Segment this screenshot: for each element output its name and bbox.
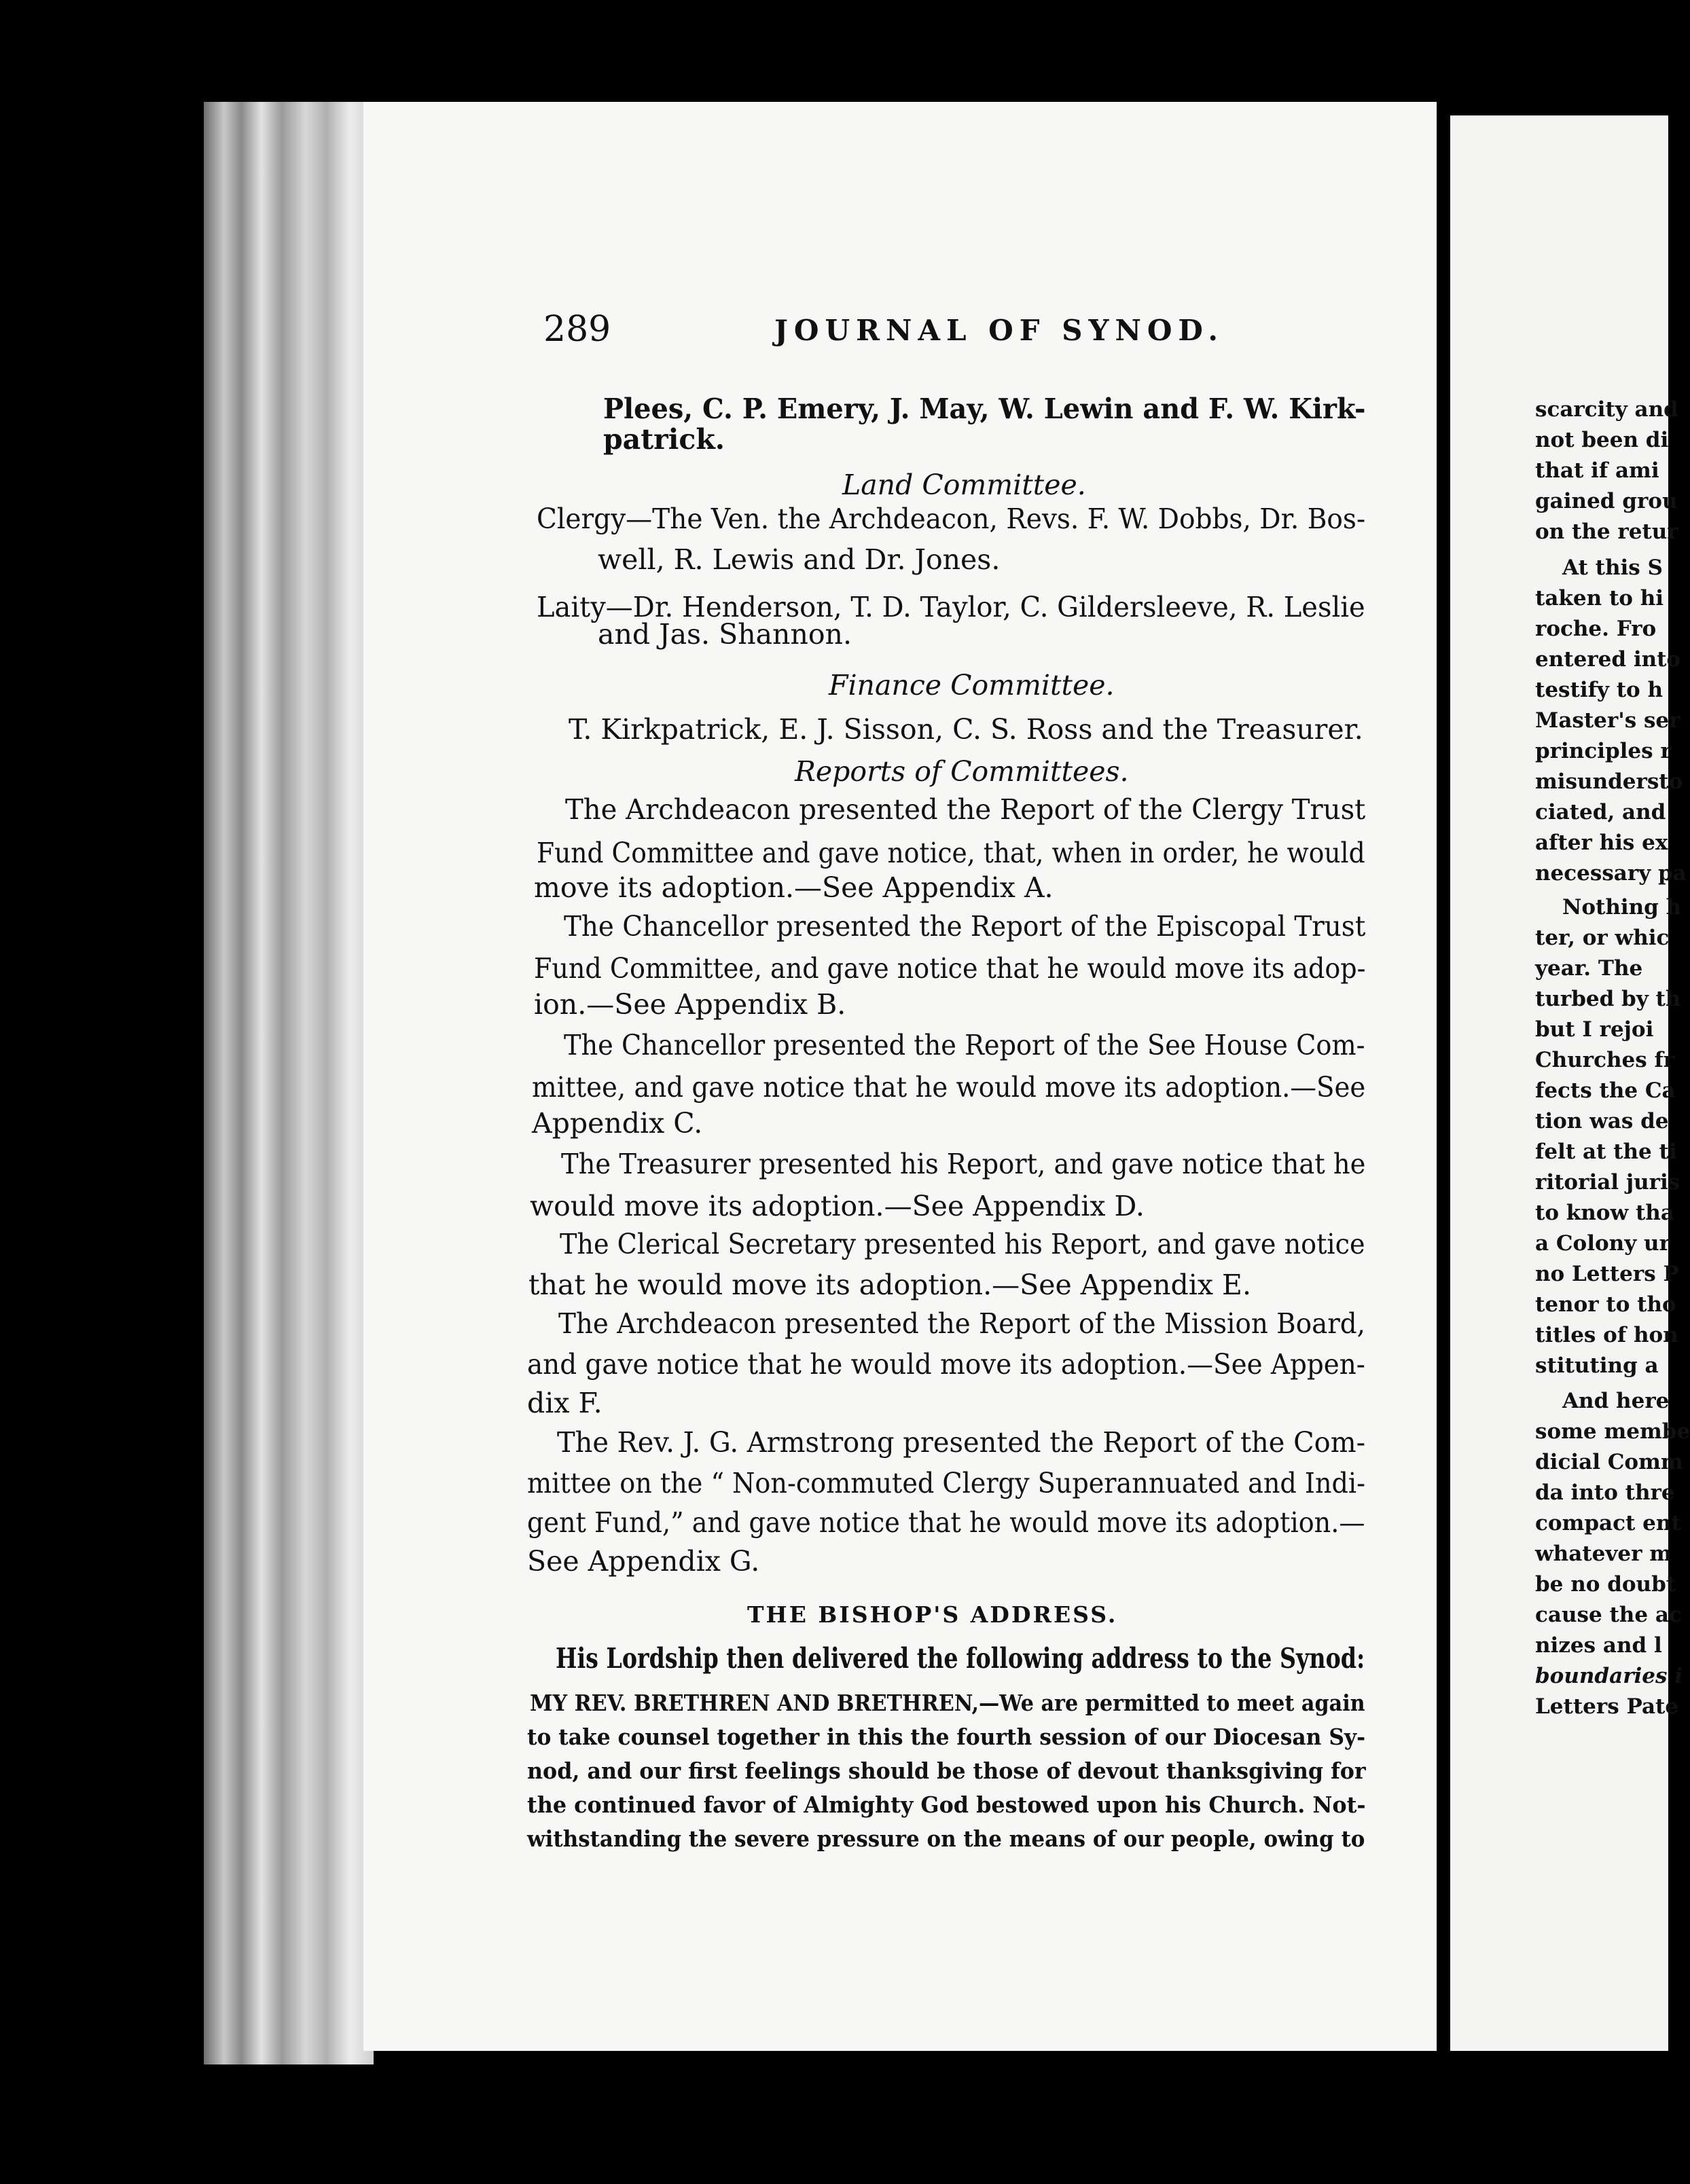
section-heading: Finance Committee. [829,669,1115,702]
text-line: titles of hon [1535,1323,1678,1347]
text-line: mittee, and gave notice that he would move its adoption.—See [532,1071,1366,1104]
text-line: that he would move its adoption.—See Appendix E. [528,1269,1252,1301]
text-line: ion.—See Appendix B. [534,988,846,1021]
text-line: whatever m [1535,1542,1672,1566]
running-head: JOURNAL OF SYNOD. [774,314,1224,347]
text-line: tenor to tho [1535,1292,1676,1317]
text-line: to know tha [1535,1201,1674,1225]
text-line: boundaries i [1535,1664,1683,1688]
text-line: tion was de [1535,1109,1669,1133]
text-line: ter, or whic [1535,926,1670,950]
text-line: felt at the ti [1535,1140,1677,1164]
page-edges [204,102,374,2064]
text-line: year. The [1535,956,1643,981]
text-line: turbed by th [1535,987,1681,1011]
text-line: ritorial juris [1535,1170,1680,1195]
text-line: gent Fund,” and gave notice that he would move its adoption.— [527,1506,1365,1539]
text-line: Plees, C. P. Emery, J. May, W. Lewin and F. W. Kirk- [603,393,1366,425]
text-line: Clergy—The Ven. the Archdeacon, Revs. F. W. Dobbs, Dr. Bos- [537,503,1366,535]
text-line: The Treasurer presented his Report, and gave notice that he [561,1148,1366,1180]
text-line: would move its adoption.—See Appendix D. [530,1190,1145,1222]
text-line: da into thre [1535,1480,1675,1505]
text-line: gained grou [1535,489,1678,513]
text-line: Fund Committee and gave notice, that, when in order, he would [537,837,1365,869]
text-line: See Appendix G. [527,1545,760,1578]
text-line: and gave notice that he would move its adoption.—See Appen- [527,1348,1365,1381]
text-line: misundersto [1535,769,1683,794]
section-heading: Reports of Committees. [795,755,1129,788]
text-line: be no doubt [1535,1572,1676,1597]
text-line: entered into [1535,647,1681,672]
text-line: The Clerical Secretary presented his Report, and gave notice [560,1228,1365,1260]
text-line: on the retur [1535,520,1678,544]
text-line: nod, and our first feelings should be those of devout thanksgiving for [527,1758,1366,1784]
text-line: but I rejoi [1535,1017,1654,1042]
text-line: mittee on the “ Non-commuted Clergy Superannuated and Indi- [527,1467,1366,1499]
text-line: the continued favor of Almighty God bestowed upon his Church. Not- [527,1791,1366,1818]
text-line: no Letters P [1535,1262,1679,1286]
page-number: 289 [543,309,611,350]
text-line: after his ex [1535,831,1668,855]
text-line: ciated, and [1535,800,1666,824]
text-line: and Jas. Shannon. [598,618,852,651]
text-line: stituting a [1535,1353,1659,1378]
text-line: Letters Pate [1535,1694,1679,1719]
text-line: patrick. [603,423,725,456]
text-line: nizes and l [1535,1633,1662,1658]
text-line: to take counsel together in this the fourth session of our Diocesan Sy- [527,1724,1366,1750]
text-line: T. Kirkpatrick, E. J. Sisson, C. S. Ross and the Treasurer. [569,713,1363,746]
text-line: The Chancellor presented the Report of the Episcopal Trust [564,910,1366,943]
text-line: dix F. [527,1387,603,1419]
text-line: fects the Ca [1535,1078,1676,1103]
text-line: a Colony ur [1535,1231,1670,1256]
text-line: Laity—Dr. Henderson, T. D. Taylor, C. Gildersleeve, R. Leslie [537,591,1365,623]
text-line: necessary pa [1535,861,1687,886]
text-line: that if ami [1535,458,1659,483]
text-line: At this S [1562,556,1663,580]
text-line: withstanding the severe pressure on the means of our people, owing to [527,1825,1365,1852]
text-line: The Archdeacon presented the Report of the Mission Board, [558,1307,1365,1340]
text-line: roche. Fro [1535,617,1657,641]
text-line: some membe [1535,1419,1690,1444]
text-line: Fund Committee, and gave notice that he would move its adop- [534,952,1366,985]
text-line: well, R. Lewis and Dr. Jones. [598,543,1001,576]
text-line: taken to hi [1535,586,1664,611]
text-line: The Rev. J. G. Armstrong presented the Report of the Com- [557,1426,1366,1459]
text-line: Nothing h [1562,895,1682,920]
text-line: principles r [1535,739,1672,763]
text-line: MY REV. BRETHREN AND BRETHREN,—We are permitted to meet again [530,1690,1365,1716]
text-line: Appendix C. [532,1107,703,1140]
text-line: The Chancellor presented the Report of the See House Com- [564,1029,1365,1061]
text-line: compact ent [1535,1511,1681,1535]
text-line: Master's ser [1535,708,1680,733]
text-line: The Archdeacon presented the Report of the Clergy Trust [565,793,1366,826]
text-line: dicial Comm [1535,1450,1683,1474]
text-line: testify to h [1535,678,1664,702]
right-page-text [1535,0,1690,2184]
section-heading: Land Committee. [842,469,1086,501]
text-line: Churches fr [1535,1048,1675,1072]
section-heading: THE BISHOP'S ADDRESS. [747,1601,1118,1628]
text-line: cause the ac [1535,1603,1682,1627]
text-line: scarcity and [1535,397,1678,422]
text-line: not been di [1535,428,1669,452]
text-line: And here [1562,1389,1670,1413]
text-line: move its adoption.—See Appendix A. [534,871,1054,904]
text-line: His Lordship then delivered the following address to the Synod: [556,1642,1365,1675]
